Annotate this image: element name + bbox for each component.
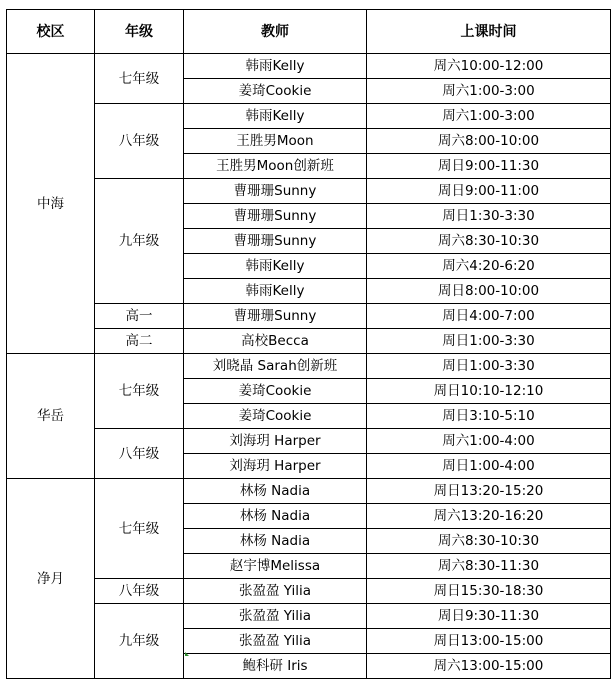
teacher-cell: 刘晓晶 Sarah创新班 [184, 354, 367, 379]
class-time-cell: 周六13:00-15:00 [367, 654, 611, 679]
campus-cell: 净月 [7, 479, 95, 679]
table-row [7, 354, 611, 379]
class-time-cell: 周日1:00-3:30 [367, 329, 611, 354]
class-time-cell: 周六13:20-16:20 [367, 504, 611, 529]
grade-cell: 八年级 [95, 104, 184, 179]
class-time-cell: 周六10:00-12:00 [367, 54, 611, 79]
table-row [7, 304, 611, 329]
class-time-cell: 周日9:00-11:00 [367, 179, 611, 204]
class-time-cell: 周日4:00-7:00 [367, 304, 611, 329]
grade-cell: 高二 [95, 329, 184, 354]
teacher-cell: 刘海玥 Harper [184, 429, 367, 454]
teacher-cell: 韩雨Kelly [184, 279, 367, 304]
grade-cell: 七年级 [95, 479, 184, 579]
teacher-cell: 姜琦Cookie [184, 379, 367, 404]
class-time-cell: 周六8:30-11:30 [367, 554, 611, 579]
class-time-cell: 周六8:30-10:30 [367, 229, 611, 254]
teacher-cell: 张盈盈 Yilia [184, 629, 367, 654]
grade-cell: 九年级 [95, 604, 184, 679]
header-grade: 年级 [95, 10, 184, 54]
schedule-body [7, 54, 611, 679]
teacher-cell: 曹珊珊Sunny [184, 229, 367, 254]
teacher-cell: 曹珊珊Sunny [184, 179, 367, 204]
class-time-cell: 周六8:00-10:00 [367, 129, 611, 154]
teacher-cell: 刘海玥 Harper [184, 454, 367, 479]
grade-cell: 七年级 [95, 354, 184, 429]
class-time-cell: 周日10:10-12:10 [367, 379, 611, 404]
table-row [7, 329, 611, 354]
teacher-cell: 韩雨Kelly [184, 254, 367, 279]
campus-cell: 中海 [7, 54, 95, 354]
class-time-cell: 周日13:00-15:00 [367, 629, 611, 654]
class-time-cell: 周六1:00-3:00 [367, 104, 611, 129]
class-time-cell: 周日1:00-3:30 [367, 354, 611, 379]
teacher-cell: 韩雨Kelly [184, 104, 367, 129]
class-time-cell: 周日15:30-18:30 [367, 579, 611, 604]
table-row [7, 179, 611, 204]
header-campus: 校区 [7, 10, 95, 54]
teacher-cell: 林杨 Nadia [184, 529, 367, 554]
teacher-cell: 高校Becca [184, 329, 367, 354]
class-time-cell: 周日9:30-11:30 [367, 604, 611, 629]
teacher-cell: 赵宇博Melissa [184, 554, 367, 579]
class-time-cell: 周六1:00-3:00 [367, 79, 611, 104]
class-time-cell: 周日9:00-11:30 [367, 154, 611, 179]
class-time-cell: 周六1:00-4:00 [367, 429, 611, 454]
teacher-cell: 姜琦Cookie [184, 404, 367, 429]
header-time: 上课时间 [367, 10, 611, 54]
header-row [7, 10, 611, 54]
teacher-cell: 张盈盈 Yilia [184, 579, 367, 604]
teacher-cell: 曹珊珊Sunny [184, 304, 367, 329]
class-time-cell: 周日8:00-10:00 [367, 279, 611, 304]
grade-cell: 八年级 [95, 429, 184, 479]
teacher-cell: 姜琦Cookie [184, 79, 367, 104]
class-time-cell: 周六8:30-10:30 [367, 529, 611, 554]
table-row [7, 429, 611, 454]
teacher-cell: 韩雨Kelly [184, 54, 367, 79]
class-time-cell: 周日3:10-5:10 [367, 404, 611, 429]
grade-cell: 高一 [95, 304, 184, 329]
cell-comment-marker [185, 652, 189, 656]
class-time-cell: 周日1:30-3:30 [367, 204, 611, 229]
grade-cell: 七年级 [95, 54, 184, 104]
teacher-cell: 张盈盈 Yilia [184, 604, 367, 629]
teacher-cell: 林杨 Nadia [184, 479, 367, 504]
class-time-cell: 周六4:20-6:20 [367, 254, 611, 279]
table-row [7, 54, 611, 79]
teacher-cell: 鲍科研 Iris [184, 654, 367, 679]
teacher-cell: 王胜男Moon创新班 [184, 154, 367, 179]
table-row [7, 479, 611, 504]
schedule-table [6, 9, 611, 679]
grade-cell: 八年级 [95, 579, 184, 604]
campus-cell: 华岳 [7, 354, 95, 479]
teacher-cell: 曹珊珊Sunny [184, 204, 367, 229]
class-time-cell: 周日13:20-15:20 [367, 479, 611, 504]
teacher-cell: 林杨 Nadia [184, 504, 367, 529]
class-time-cell: 周日1:00-4:00 [367, 454, 611, 479]
table-row [7, 604, 611, 629]
teacher-cell: 王胜男Moon [184, 129, 367, 154]
table-row [7, 104, 611, 129]
header-teacher: 教师 [184, 10, 367, 54]
table-row [7, 579, 611, 604]
grade-cell: 九年级 [95, 179, 184, 304]
